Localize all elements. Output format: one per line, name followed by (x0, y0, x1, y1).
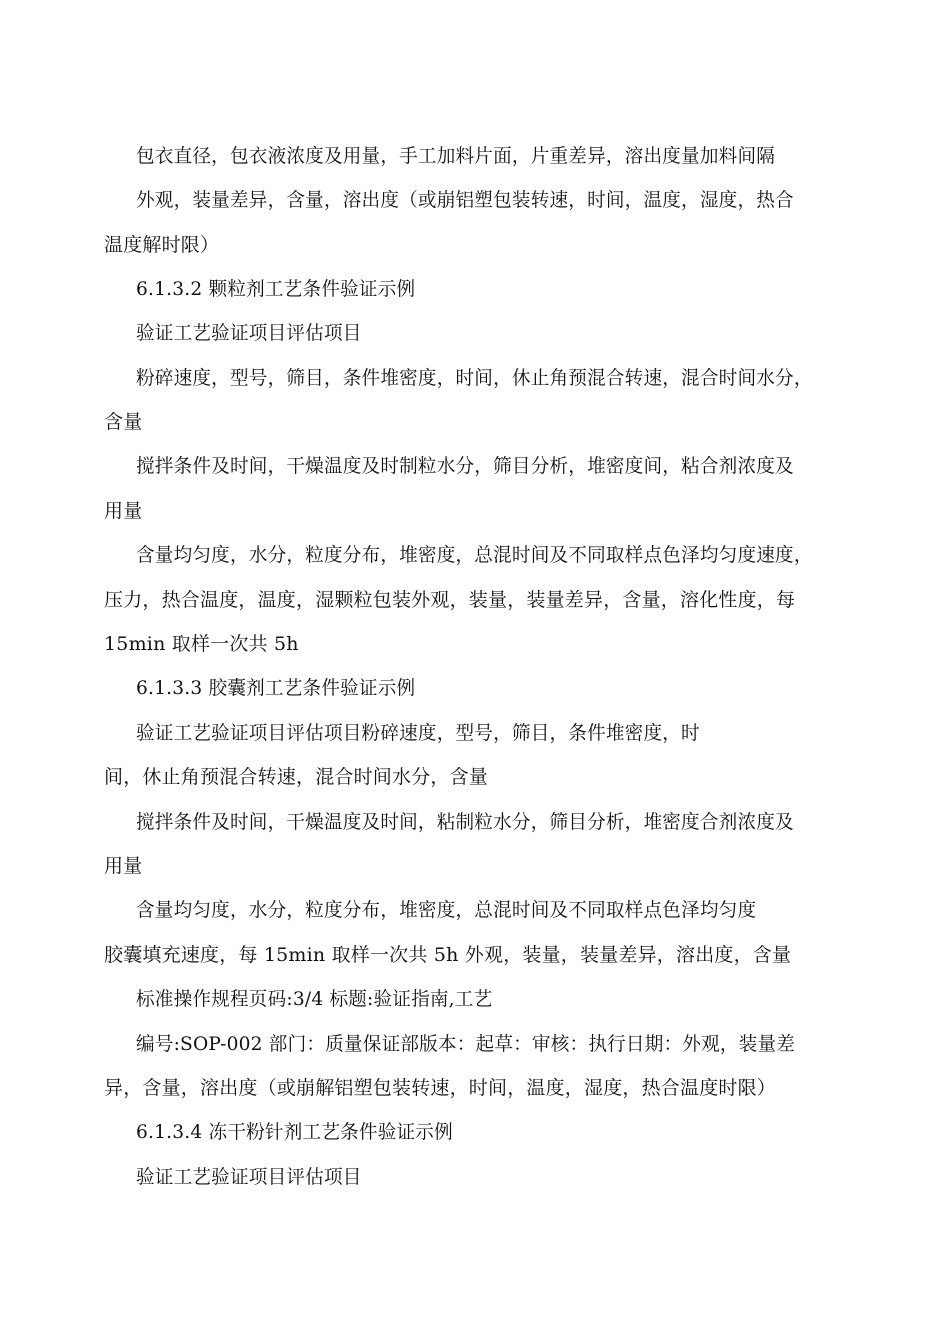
section-heading-6-1-3-2: 6.1.3.2 颗粒剂工艺条件验证示例 (136, 278, 416, 300)
text-line: 搅拌条件及时间，干燥温度及时制粒水分，筛目分析，堆密度间，粘合剂浓度及 (136, 455, 794, 477)
sop-header-line: 标准操作规程页码:3/4 标题:验证指南,工艺 (136, 988, 493, 1010)
text-line: 包衣直径，包衣液浓度及用量，手工加料片面，片重差异，溶出度量加料间隔 (136, 145, 776, 167)
text-line: 含量均匀度，水分，粒度分布，堆密度，总混时间及不同取样点色泽均匀度速度， (136, 544, 813, 566)
text-line: 用量 (104, 855, 143, 877)
text-line: 用量 (104, 500, 143, 522)
text-line: 压力，热合温度，温度，湿颗粒包装外观，装量，装量差异，含量，溶化性度，每 (104, 589, 796, 611)
text-line: 验证工艺验证项目评估项目 (136, 1166, 362, 1188)
text-line: 间，休止角预混合转速，混合时间水分，含量 (104, 766, 489, 788)
section-heading-6-1-3-3: 6.1.3.3 胶囊剂工艺条件验证示例 (136, 677, 416, 699)
text-line: 异，含量，溶出度（或崩解铝塑包装转速，时间，温度，湿度，热合温度时限） (104, 1077, 777, 1099)
text-line: 15min 取样一次共 5h (104, 633, 299, 655)
section-heading-6-1-3-4: 6.1.3.4 冻干粉针剂工艺条件验证示例 (136, 1121, 453, 1143)
sop-header-line: 编号:SOP-002 部门：质量保证部版本：起草：审核：执行日期：外观，装量差 (136, 1033, 796, 1055)
text-line: 外观，装量差异，含量，溶出度（或崩铝塑包装转速，时间，温度，湿度，热合 (136, 189, 794, 211)
text-line: 含量均匀度，水分，粒度分布，堆密度，总混时间及不同取样点色泽均匀度 (136, 899, 757, 921)
text-line: 含量 (104, 411, 143, 433)
text-line: 验证工艺验证项目评估项目粉碎速度，型号，筛目，条件堆密度，时 (136, 722, 700, 744)
text-line: 温度解时限） (104, 234, 220, 256)
text-line: 验证工艺验证项目评估项目 (136, 322, 362, 344)
text-line: 胶囊填充速度，每 15min 取样一次共 5h 外观，装量，装量差异，溶出度，含量 (104, 944, 792, 966)
text-line: 搅拌条件及时间，干燥温度及时间，粘制粒水分，筛目分析，堆密度合剂浓度及 (136, 811, 794, 833)
text-line: 粉碎速度，型号，筛目，条件堆密度，时间，休止角预混合转速，混合时间水分， (136, 367, 813, 389)
